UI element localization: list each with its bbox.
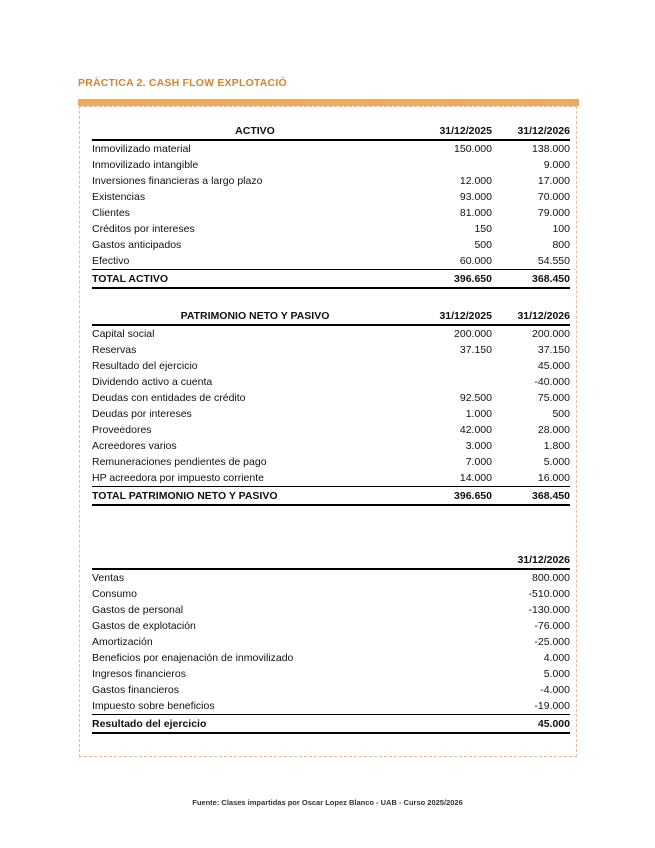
value-2025: 12.000: [459, 175, 492, 187]
row-label: Amortización: [92, 636, 153, 648]
row-label: Gastos anticipados: [92, 239, 182, 251]
value-2026: 500: [552, 408, 570, 420]
row-label: Reservas: [92, 344, 137, 356]
total-label: TOTAL ACTIVO: [92, 270, 418, 289]
value-2026: 100: [552, 223, 570, 235]
table-row: [92, 454, 570, 470]
column-header-2025: 31/12/2025: [418, 307, 492, 325]
total-2026: 45.000: [496, 715, 570, 734]
value-2025: 3.000: [465, 440, 492, 452]
column-header-label-empty: [92, 551, 496, 569]
income-statement-table: [92, 551, 570, 734]
table-row: [92, 666, 570, 682]
row-label: Existencias: [92, 191, 146, 203]
value-2026: -76.000: [534, 620, 570, 632]
table-row: [92, 650, 570, 666]
column-header-2025: 31/12/2025: [418, 122, 492, 140]
total-row: [92, 270, 570, 289]
value-2026: 28.000: [537, 424, 570, 436]
value-2026: 45.000: [537, 360, 570, 372]
value-2026: -19.000: [534, 700, 570, 712]
page-title: PRÀCTICA 2. CASH FLOW EXPLOTACIÓ: [78, 77, 287, 89]
value-2025: [418, 157, 492, 173]
table-row: [92, 358, 570, 374]
table-row: [92, 140, 570, 157]
resultado-rows: [92, 569, 570, 733]
row-label: Dividendo activo a cuenta: [92, 376, 213, 388]
table-row: [92, 422, 570, 438]
row-label: Beneficios por enajenación de inmovilizado: [92, 652, 294, 664]
row-label: Gastos de personal: [92, 604, 184, 616]
row-label: Gastos de explotación: [92, 620, 196, 632]
value-2025: 7.000: [465, 456, 492, 468]
row-label: Capital social: [92, 328, 155, 340]
pasivo-rows: [92, 325, 570, 505]
table-row: [92, 157, 570, 173]
value-2026: 70.000: [537, 191, 570, 203]
value-2026: 54.550: [537, 255, 570, 267]
table-row: [92, 634, 570, 650]
value-2026: 9.000: [543, 159, 570, 171]
value-2026: 800.000: [532, 572, 570, 584]
total-2025: 396.650: [418, 487, 492, 506]
row-label: Resultado del ejercicio: [92, 360, 198, 372]
value-2026: 16.000: [537, 472, 570, 484]
row-label: Deudas con entidades de crédito: [92, 392, 246, 404]
row-label: Créditos por intereses: [92, 223, 195, 235]
value-2025: 81.000: [459, 207, 492, 219]
value-2026: -130.000: [528, 604, 570, 616]
row-label: Deudas por intereses: [92, 408, 192, 420]
total-label: Resultado del ejercicio: [92, 715, 496, 734]
row-label: HP acreedora por impuesto corriente: [92, 472, 264, 484]
row-label: Proveedores: [92, 424, 152, 436]
source-footnote: Fuente: Clases impartidas por Oscar Lopez Blanco - UAB - Curso 2025/2026: [192, 798, 463, 807]
value-2026: 800: [552, 239, 570, 251]
column-header-label: PATRIMONIO NETO Y PASIVO: [92, 307, 418, 325]
value-2026: 200.000: [532, 328, 570, 340]
total-label: TOTAL PATRIMONIO NETO Y PASIVO: [92, 487, 418, 506]
table-row: [92, 325, 570, 342]
column-header-2026: 31/12/2026: [496, 307, 570, 325]
balance-activo-table: [92, 122, 570, 289]
row-label: Inversiones financieras a largo plazo: [92, 175, 263, 187]
value-2025: 150.000: [454, 143, 492, 155]
value-2025: 150: [474, 223, 492, 235]
column-header-2026: 31/12/2026: [496, 122, 570, 140]
table-row: [92, 342, 570, 358]
value-2025: 500: [474, 239, 492, 251]
row-label: Inmovilizado intangible: [92, 159, 199, 171]
table-row: [92, 221, 570, 237]
total-2026: 368.450: [496, 487, 570, 506]
value-2026: 138.000: [532, 143, 570, 155]
value-2025: 92.500: [459, 392, 492, 404]
value-2026: 37.150: [537, 344, 570, 356]
table-row: [92, 390, 570, 406]
row-label: Remuneraciones pendientes de pago: [92, 456, 267, 468]
row-label: Gastos financieros: [92, 684, 179, 696]
table-row: [92, 189, 570, 205]
value-2026: -40.000: [534, 376, 570, 388]
value-2026: 1.800: [543, 440, 570, 452]
row-label: Ingresos financieros: [92, 668, 186, 680]
value-2026: -25.000: [534, 636, 570, 648]
value-2025: 93.000: [459, 191, 492, 203]
value-2026: 5.000: [543, 456, 570, 468]
table-row: [92, 618, 570, 634]
total-row: [92, 487, 570, 506]
value-2025: 200.000: [454, 328, 492, 340]
value-2025: 42.000: [459, 424, 492, 436]
total-2025: 396.650: [418, 270, 492, 289]
total-2026: 368.450: [496, 270, 570, 289]
table-row: [92, 253, 570, 270]
value-2026: 4.000: [543, 652, 570, 664]
table-row: [92, 205, 570, 221]
row-label: Efectivo: [92, 255, 130, 267]
activo-rows: [92, 140, 570, 288]
table-row: [92, 374, 570, 390]
value-2025: 1.000: [465, 408, 492, 420]
value-2026: 5.000: [543, 668, 570, 680]
row-label: Impuesto sobre beneficios: [92, 700, 215, 712]
table-row: [92, 470, 570, 487]
row-label: Acreedores varios: [92, 440, 177, 452]
table-row: [92, 438, 570, 454]
column-header-label: ACTIVO: [92, 122, 418, 140]
table-row: [92, 586, 570, 602]
table-row: [92, 406, 570, 422]
value-2025: [418, 374, 492, 390]
accent-bar: [78, 99, 579, 106]
table-row: [92, 173, 570, 189]
table-header-row: [92, 122, 570, 140]
value-2025: [418, 358, 492, 374]
balance-pasivo-table: [92, 307, 570, 506]
value-2025: 37.150: [459, 344, 492, 356]
value-2026: 17.000: [537, 175, 570, 187]
table-row: [92, 682, 570, 698]
table-row: [92, 602, 570, 618]
value-2026: -510.000: [528, 588, 570, 600]
row-label: Consumo: [92, 588, 137, 600]
row-label: Ventas: [92, 572, 125, 584]
table-row: [92, 698, 570, 715]
total-row: [92, 715, 570, 734]
value-2026: 75.000: [537, 392, 570, 404]
column-header-2026: 31/12/2026: [496, 551, 570, 569]
value-2026: -4.000: [540, 684, 570, 696]
value-2025: 14.000: [459, 472, 492, 484]
row-label: Clientes: [92, 207, 130, 219]
value-2026: 79.000: [537, 207, 570, 219]
table-header-row: [92, 551, 570, 569]
row-label: Inmovilizado material: [92, 143, 191, 155]
table-row: [92, 569, 570, 586]
value-2025: 60.000: [459, 255, 492, 267]
table-row: [92, 237, 570, 253]
table-header-row: [92, 307, 570, 325]
